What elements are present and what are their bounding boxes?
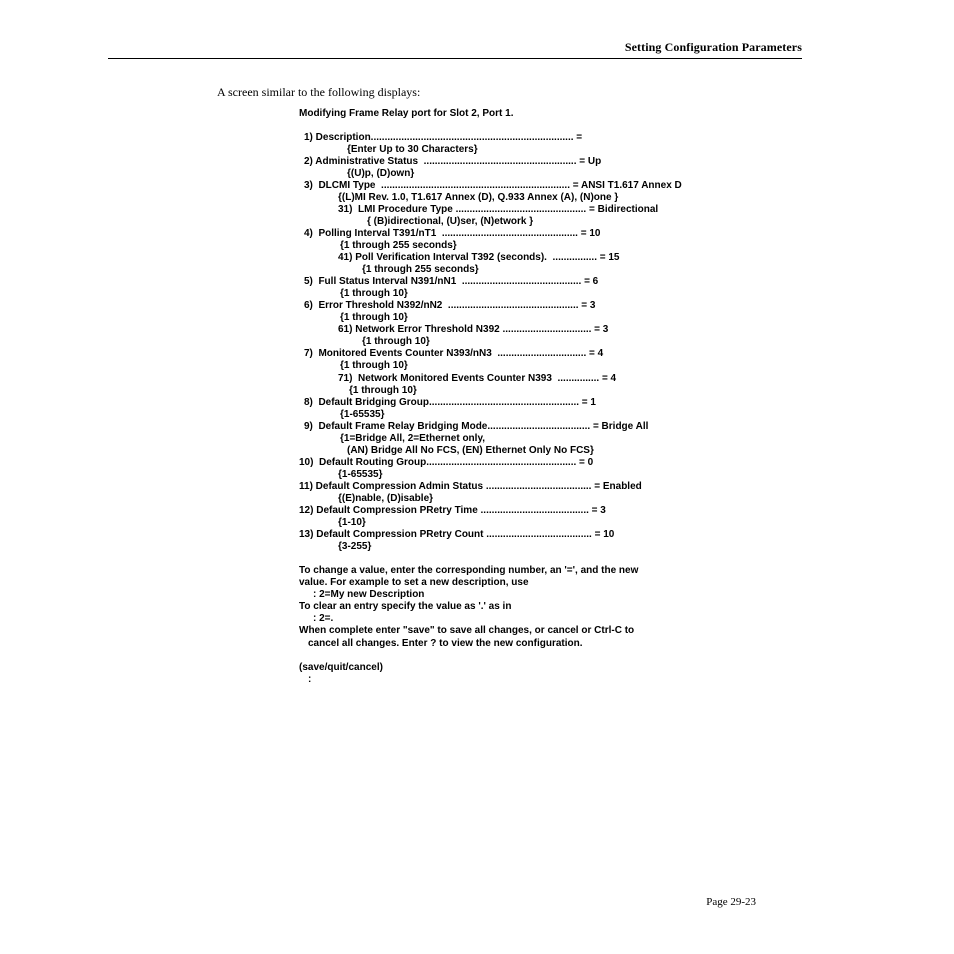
screen-line: 31) LMI Procedure Type ............................................... = Bidirectional bbox=[338, 204, 659, 215]
screen-line: {(U)p, (D)own} bbox=[347, 168, 415, 179]
screen-line: {1 through 255 seconds} bbox=[340, 240, 457, 251]
screen-line: {1-65535} bbox=[340, 409, 385, 420]
screen-line: {1 through 10} bbox=[362, 336, 430, 347]
screen-line: 11) Default Compression Admin Status ...................................... = Enabled bbox=[299, 481, 642, 492]
help-text-line: value. For example to set a new description, use bbox=[299, 577, 529, 588]
screen-line: 2) Administrative Status ....................................................... = Up bbox=[304, 156, 602, 167]
screen-line: 12) Default Compression PRetry Time ....................................... = 3 bbox=[299, 505, 606, 516]
screen-line: 3) DLCMI Type .................................................................... = ANSI T1.617 Annex D bbox=[304, 180, 682, 191]
screen-line: 6) Error Threshold N392/nN2 ............................................... = 3 bbox=[304, 300, 596, 311]
screen-line: {1 through 10} bbox=[340, 312, 408, 323]
help-text-line: To clear an entry specify the value as '.' as in bbox=[299, 601, 512, 612]
screen-line: {1-10} bbox=[338, 517, 366, 528]
screen-line: 61) Network Error Threshold N392 ................................ = 3 bbox=[338, 324, 609, 335]
screen-line: 8) Default Bridging Group...................................................... = 1 bbox=[304, 397, 596, 408]
help-text-line: To change a value, enter the corresponding number, an '=', and the new bbox=[299, 565, 639, 576]
intro-text: A screen similar to the following displays: bbox=[217, 85, 421, 99]
screen-title-line: Modifying Frame Relay port for Slot 2, Port 1. bbox=[299, 108, 514, 119]
help-text-line: cancel all changes. Enter ? to view the new configuration. bbox=[308, 638, 583, 649]
screen-line: 10) Default Routing Group...................................................... = 0 bbox=[299, 457, 594, 468]
screen-line: 4) Polling Interval T391/nT1 ................................................. = 10 bbox=[304, 228, 601, 239]
screen-line: 71) Network Monitored Events Counter N393 ............... = 4 bbox=[338, 373, 617, 384]
screen-line: 9) Default Frame Relay Bridging Mode..................................... = Bridge All bbox=[304, 421, 649, 432]
screen-line: {(L)MI Rev. 1.0, T1.617 Annex (D), Q.933 Annex (A), (N)one } bbox=[338, 192, 619, 203]
screen-line: {1-65535} bbox=[338, 469, 383, 480]
screen-line: {3-255} bbox=[338, 541, 372, 552]
screen-line: {1 through 10} bbox=[349, 385, 417, 396]
screen-line: 41) Poll Verification Interval T392 (seconds). ................ = 15 bbox=[338, 252, 620, 263]
screen-line: {1 through 10} bbox=[340, 288, 408, 299]
screen-line: {Enter Up to 30 Characters} bbox=[347, 144, 478, 155]
command-prompt-options: (save/quit/cancel) bbox=[299, 662, 383, 673]
screen-line: {1 through 10} bbox=[340, 360, 408, 371]
screen-line: 5) Full Status Interval N391/nN1 ........................................... = 6 bbox=[304, 276, 599, 287]
screen-line: 1) Description......................................................................... = bbox=[304, 132, 583, 143]
screen-line: { (B)idirectional, (U)ser, (N)etwork } bbox=[367, 216, 534, 227]
help-text-line: When complete enter "save" to save all changes, or cancel or Ctrl-C to bbox=[299, 625, 635, 636]
screen-line: 7) Monitored Events Counter N393/nN3 ................................ = 4 bbox=[304, 348, 604, 359]
page-number: Page 29-23 bbox=[706, 896, 756, 908]
screen-line: {1 through 255 seconds} bbox=[362, 264, 479, 275]
command-prompt: : bbox=[308, 674, 312, 685]
running-header-title: Setting Configuration Parameters bbox=[624, 40, 802, 54]
screen-line: (AN) Bridge All No FCS, (EN) Ethernet Only No FCS} bbox=[347, 445, 594, 456]
help-text-line: : 2=. bbox=[313, 613, 334, 624]
screen-line: {(E)nable, (D)isable} bbox=[338, 493, 434, 504]
screen-line: {1=Bridge All, 2=Ethernet only, bbox=[340, 433, 486, 444]
screen-line: 13) Default Compression PRetry Count ...................................... = 10 bbox=[299, 529, 615, 540]
help-text-line: : 2=My new Description bbox=[313, 589, 425, 600]
